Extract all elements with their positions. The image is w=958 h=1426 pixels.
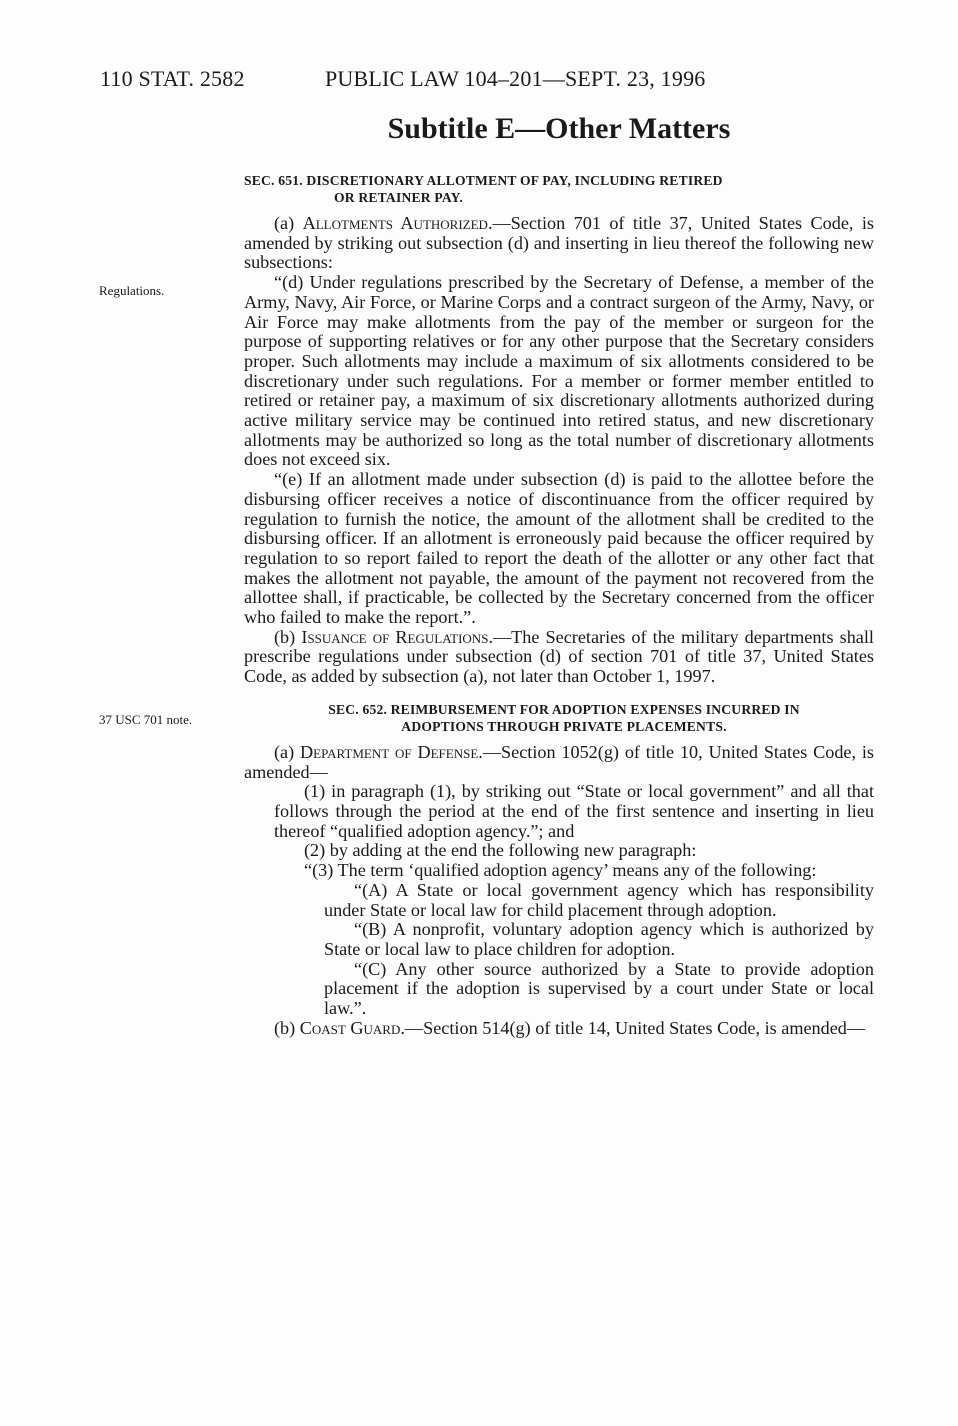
sec-652-a-caption: Department of Defense: [300, 741, 479, 762]
margin-note-regulations: Regulations.: [99, 283, 165, 298]
margin-note-usc: 37 USC 701 note.: [99, 712, 193, 727]
sec-651-heading-line2: OR RETAINER PAY.: [334, 190, 463, 205]
subtitle-heading: Subtitle E—Other Matters: [387, 112, 731, 145]
sec-652-a-text: .—Section 1052(g) of title 10, United States Code, is amended—: [244, 741, 874, 782]
sec-652-a-label: (a): [274, 741, 301, 762]
sec-651-a-text: .—Section 701 of title 37, United States Code, is amended by striking out subsection (d) and inserting in lieu thereof the following new subsections:: [244, 213, 874, 273]
sec-651-subsection-a: [244, 214, 874, 273]
document-body: [244, 172, 874, 1038]
sec-652-heading-line2: ADOPTIONS THROUGH PRIVATE PLACEMENTS.: [401, 718, 727, 734]
sec-652-b-text: .—Section 514(g) of title 14, United States Code, is amended—: [400, 1017, 866, 1038]
sec-652-subparagraph-a: “(A) A State or local government agency which has responsibility under State or local law for child placement through adoption.: [324, 879, 874, 920]
sec-652-heading: [244, 701, 874, 735]
sec-652-heading-line1: SEC. 652. REIMBURSEMENT FOR ADOPTION EXPENSES INCURRED IN: [328, 701, 800, 717]
sec-651-heading-line1: SEC. 651. DISCRETIONARY ALLOTMENT OF PAY, INCLUDING RETIRED: [244, 173, 723, 188]
sec-651-heading: [244, 172, 874, 206]
sec-652-b-label: (b): [274, 1017, 300, 1038]
stat-citation: 110 STAT. 2582: [100, 66, 245, 91]
sec-651-b-text: .—The Secretaries of the military departments shall prescribe regulations under subsection (d) of section 701 of title 37, United States Code, as added by subsection (a), not later than October 1, 1997.: [244, 626, 874, 687]
public-law-citation: PUBLIC LAW 104–201—SEPT. 23, 1996: [325, 66, 706, 91]
sec-652-b-caption: Coast Guard: [299, 1017, 401, 1038]
sec-651-b-caption: Issuance of Regulations: [301, 626, 489, 647]
sec-652-subsection-b: [244, 1019, 874, 1039]
sec-651-subsection-b: [244, 628, 874, 687]
sec-652-subparagraph-c: “(C) Any other source authorized by a State to provide adoption placement if the adoption is supervised by a court under State or local law.”.: [324, 958, 874, 1019]
sec-651-a-caption: Allotments Authorized: [302, 213, 488, 233]
sec-652-paragraph-1: (1) in paragraph (1), by striking out “State or local government” and all that follows through the period at the end of the first sentence and inserting in lieu thereof “qualified adoption agency.”; and: [274, 781, 874, 841]
sec-652-subparagraph-b: “(B) A nonprofit, voluntary adoption agency which is authorized by State or local law to place children for adoption.: [324, 919, 874, 959]
sec-651-b-label: (b): [274, 626, 302, 647]
sec-652-paragraph-3: “(3) The term ‘qualified adoption agency’ means any of the following:: [304, 860, 817, 881]
sec-651-subsection-e: “(e) If an allotment made under subsection (d) is paid to the allottee before the disbursing officer receives a notice of discontinuance from the officer required by regulation to furnish the notice, the amount of the allotment shall be credited to the disbursing officer. If an allotment is erroneously paid because the officer required by regulation to so report failed to report the death of the allotter or any other fact that makes the allotment not payable, the amount of the payment not recovered from the allottee shall, if practicable, be collected by the Secretary concerned from the officer who failed to make the report.”.: [244, 469, 874, 628]
sec-651-subsection-d: “(d) Under regulations prescribed by the Secretary of Defense, a member of the Army, Navy, Air Force, or Marine Corps and a contract surgeon of the Army, Navy, or Air Force may make allotments from the pay of the member or surgeon for the purpose of supporting relatives or for any other purpose that the Secretary considers proper. Such allotments may include a maximum of six allotments considered to be discretionary under such regulations. For a member or former member entitled to retired or retainer pay, a maximum of six discretionary allotments authorized during active military service may be continued into retired status, and new discretionary allotments may be authorized so long as the total number of discretionary allotments does not exceed six.: [244, 272, 874, 470]
sec-651-a-label: (a): [274, 213, 303, 233]
sec-652-paragraph-2: (2) by adding at the end the following new paragraph:: [304, 840, 697, 861]
sec-652-subsection-a: [244, 743, 874, 782]
